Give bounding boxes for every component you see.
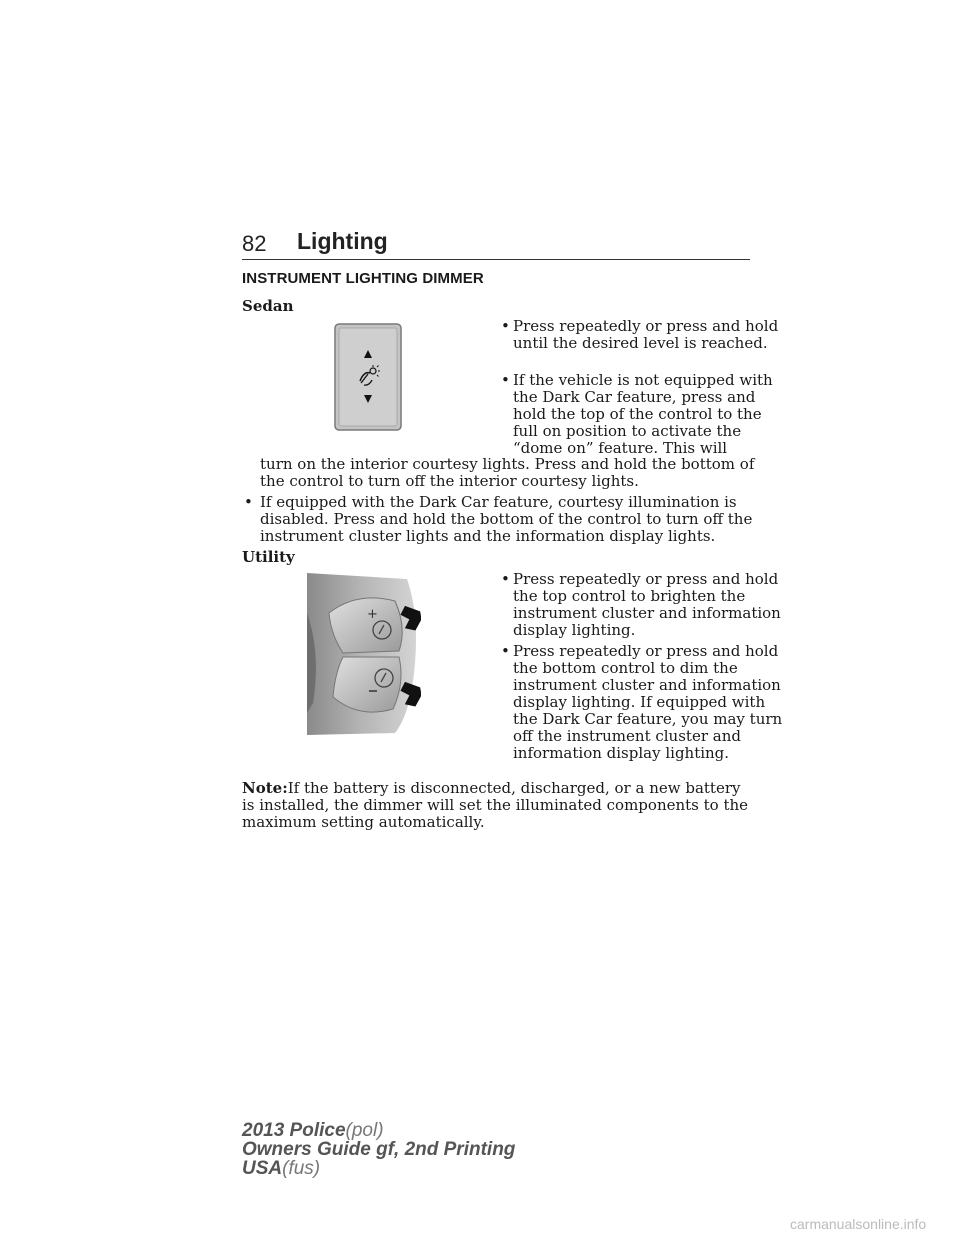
sedan-bullet-3-text: If equipped with the Dark Car feature, courtesy illumination is disabled. Press and hold the bottom of the control to turn off the instrument cluster lights and the information display lights. [260,493,753,545]
bullet-dot: • [501,317,510,335]
note-label: Note: [242,779,288,797]
footer-region: USA [242,1158,283,1179]
sedan-bullet-2 [501,371,783,457]
utility-bullet-2-text: Press repeatedly or press and hold the bottom control to dim the instrument cluster and information display lighting. If equipped with the Dark Car feature, you may turn off the instrument cluster and information display lighting. [513,642,783,762]
bullet-dot: • [244,493,253,511]
dimmer-switch-icon [334,323,402,435]
sedan-continuation: turn on the interior courtesy lights. Press and hold the bottom of the control to turn off the interior courtesy lights. [260,455,755,490]
bullet-dot: • [501,642,510,660]
sedan-bullet-3 [244,493,755,545]
bullet-dot: • [501,570,510,588]
footer-model: 2013 Police [242,1120,346,1141]
bullet-dot: • [501,371,510,389]
sedan-bullet-1 [501,317,783,352]
footer [242,1121,515,1178]
note-text: If the battery is disconnected, discharged, or a new battery is installed, the dimmer will set the illuminated components to the maximum setting automatically. [242,779,749,831]
header-rule [242,259,750,260]
note-paragraph [242,780,757,831]
utility-bullet-1 [501,570,783,639]
utility-label: Utility [242,548,295,566]
utility-bullet-1-text: Press repeatedly or press and hold the top control to brighten the instrument cluster and information display lighting. [513,570,781,639]
footer-model-code: (pol) [345,1120,384,1141]
footer-guide: Owners Guide gf, 2nd Printing [242,1139,516,1160]
watermark: carmanualsonline.info [790,1216,927,1232]
sedan-bullet-1-text: Press repeatedly or press and hold until the desired level is reached. [513,317,779,352]
section-title: Lighting [297,228,388,254]
sedan-label: Sedan [242,297,294,315]
svg-text:+: + [367,607,378,622]
sedan-bullet-2-text: If the vehicle is not equipped with the Dark Car feature, press and hold the top of the control to the full on position to activate the “dome on” feature. This will [513,371,773,457]
section-heading: INSTRUMENT LIGHTING DIMMER [242,270,484,287]
steering-wheel-dimmer-buttons-icon [307,573,421,739]
utility-bullet-2 [501,642,783,762]
page-number: 82 [242,231,267,256]
footer-region-code: (fus) [282,1158,321,1179]
